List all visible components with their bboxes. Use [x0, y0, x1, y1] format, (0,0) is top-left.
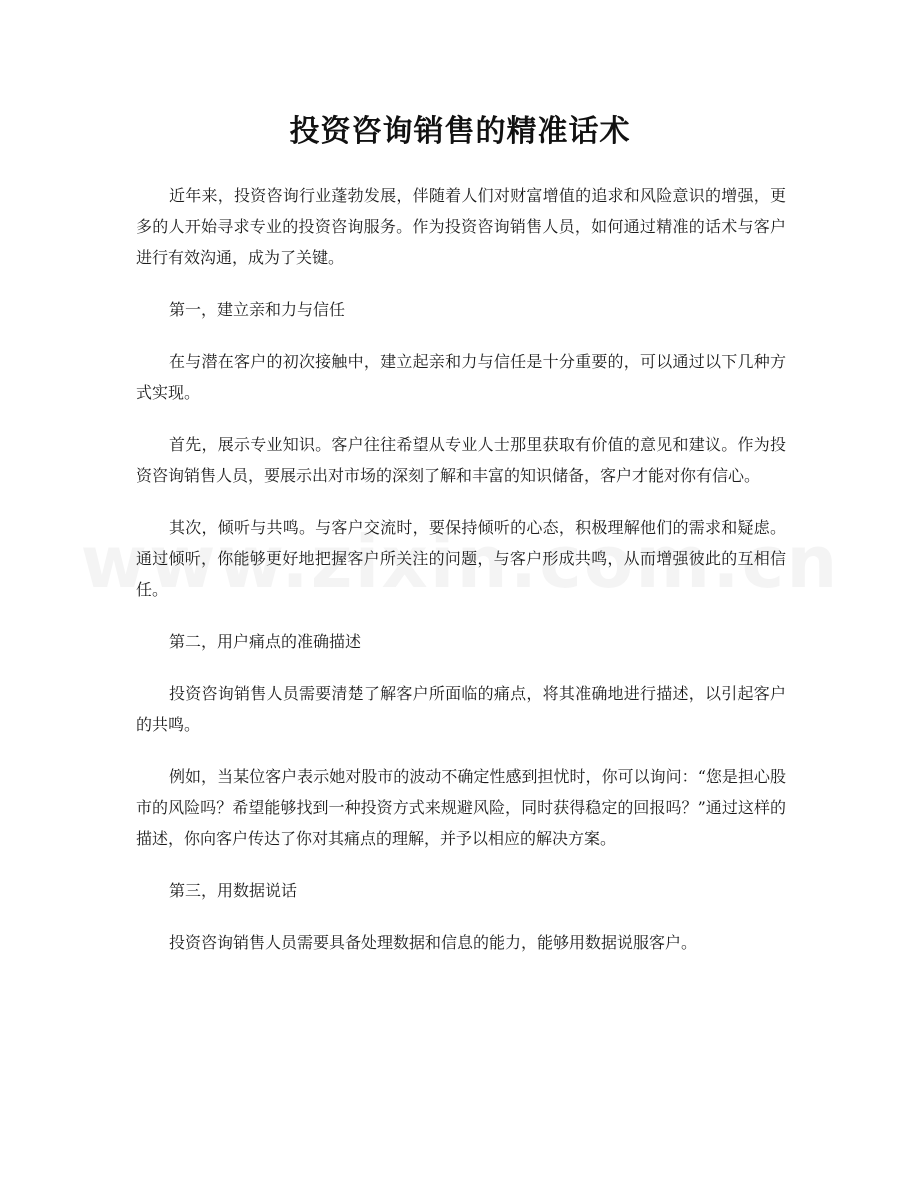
page-title: 投资咨询销售的精准话术 [289, 114, 631, 149]
section-heading-3: 第三，用数据说话 [169, 881, 298, 900]
section-heading-2: 第二，用户痛点的准确描述 [169, 632, 362, 651]
paragraph: 投资咨询销售人员需要清楚了解客户所面临的痛点，将其准确地进行描述，以引起客户的共鸣。 [136, 684, 786, 734]
paragraph: 其次，倾听与共鸣。与客户交流时，要保持倾听的心态，积极理解他们的需求和疑虑。通过倾听，你能够更好地把握客户所关注的问题，与客户形成共鸣，从而增强彼此的互相信任。 [136, 518, 786, 599]
paragraph-intro: 近年来，投资咨询行业蓬勃发展，伴随着人们对财富增值的追求和风险意识的增强，更多的人开始寻求专业的投资咨询服务。作为投资咨询销售人员，如何通过精准的话术与客户进行有效沟通，成为了关键。 [136, 186, 786, 267]
paragraph: 在与潜在客户的初次接触中，建立起亲和力与信任是十分重要的，可以通过以下几种方式实现。 [136, 352, 786, 402]
paragraph: 首先，展示专业知识。客户往往希望从专业人士那里获取有价值的意见和建议。作为投资咨询销售人员，要展示出对市场的深刻了解和丰富的知识储备，客户才能对你有信心。 [136, 435, 786, 485]
section-heading-1: 第一，建立亲和力与信任 [169, 300, 346, 319]
document-body [136, 180, 786, 979]
paragraph: 例如，当某位客户表示她对股市的波动不确定性感到担忧时，你可以询问：“您是担心股市的风险吗？希望能够找到一种投资方式来规避风险，同时获得稳定的回报吗？”通过这样的描述，你向客户传达了你对其痛点的理解，并予以相应的解决方案。 [136, 767, 786, 848]
paragraph: 投资咨询销售人员需要具备处理数据和信息的能力，能够用数据说服客户。 [169, 933, 698, 952]
